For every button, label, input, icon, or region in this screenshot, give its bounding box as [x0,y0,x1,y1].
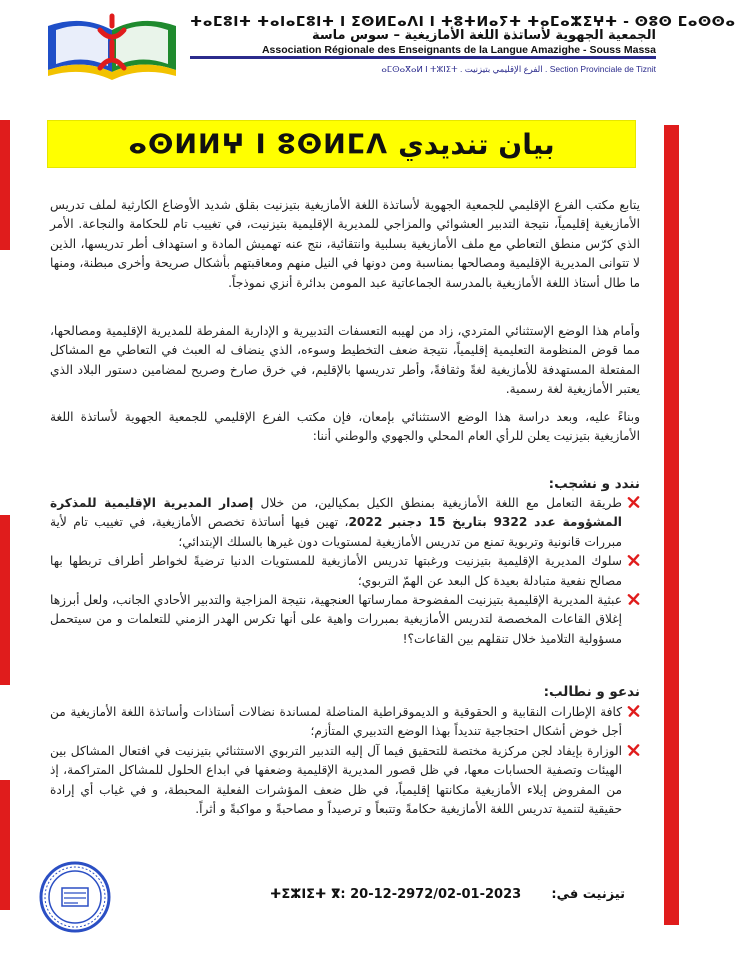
call-list [50,703,640,819]
call-heading: ندعو و نطالب: [543,684,640,700]
bullet-bold-text: إصدار المديرية الإقليمية للمذكرة المشؤومة عدد 9322 بتاريخ 15 دجنبر 2022 [50,496,622,530]
footer-city-date-label: تيزنيت في: [551,887,625,902]
header-french-line: Association Régionale des Enseignants de la Langue Amazighe - Souss Massa [261,44,656,56]
bullet-text: سلوك المديرية الإقليمية بتيزنيت ورغبتها تدريس الأمازيغية للمستويات الدنيا ترضيةً لخواطر أطراف تربطها بها مصالح نفعية متبادلة بعيدة كل البعد عن الهمّ التربوي؛ [50,554,622,588]
paragraph-2: وأمام هذا الوضع الإستثنائي المتردي، زاد من لهيبه التعسفات التدبيرية و الإدارية المفرطة للمديرية الإقليمية ومصالحها، مما قوض المنظومة التعليمية إقليمياً، نتيجة ضعف التخطيط وسوءه، الذي ينضاف له العبث في التعاطي مع المشاكل المفتعلة المستهدفة للأمازيغية لغةً وثقافةً، وأطر تدريسها بالإقليم، في خرق صارخ وصريح لمضامين دستور البلاد الذي يعتبر الأمازيغية لغة رسمية. [50,324,640,397]
header-divider [190,56,656,59]
title-arabic: بيان تنديدي [398,127,555,161]
right-red-bar [664,125,679,925]
x-mark-icon [627,592,640,606]
x-mark-icon [627,495,640,509]
association-stamp [38,860,112,934]
header-arabic-line: الجمعية الجهوية لأساتذة اللغة الأمازيغية – سوس ماسة [311,28,656,43]
association-logo [42,12,182,84]
bullet-text: طريقة التعامل مع اللغة الأمازيغية بمنطق الكيل بمكيالين، من خلال [253,496,622,510]
x-mark-icon [627,704,640,718]
condemn-bullet-2 [50,552,640,591]
left-red-bar-top [0,120,10,250]
footer-reference-number: ⵜⵉⵣⵏⵉⵜ ⴳ: 20-12-2972/02-01-2023 [270,887,522,902]
bullet-text: الوزارة بإيفاد لجن مركزية مختصة للتحقيق فيما آل إليه التدبير التربوي الاستثنائي بتيزنيت في افتعال المشاكل بين الهيئات وتصفية الحسابات معها، في ظل قصور المديرية الإقليمية وضعفها في ابداع الحلول للمشاكل المتراكمة، إذ من المفروض إيلاء الأمازيغية مكانتها إقليمياً، في ظل ضعف المؤشرات الفعلية المحبطة، و في غياب أي إرادة حقيقية لتنمية تدريس اللغة الأمازيغية حكامةً وتتبعاً و ترصيداً و مصاحبةً و مواكبةً و أثراً. [50,743,622,817]
paragraph-1: يتابع مكتب الفرع الإقليمي للجمعية الجهوية لأساتذة اللغة الأمازيغية بتيزنيت بقلق شديد الأوضاع الكارثية لملف تدريس الأمازيغية إقليمياً، نتيجة التدبير العشوائي والمزاجي للمديرية الإقليمية بتيزنيت، في تغييب تام للحكامة والنجاعة. الأمر الذي كرّس منطق التعاطي مع ملف الأمازيغية بسلبية وانتقائية، نتج عنه تهميش المادة و استهداف أطر تدريسها، الذين لا تتوانى المديرية الإقليمية ومصالحها بمناسبة ومن دونها في النيل منهم ومعاقبتهم بأشكال صريحة وأخرى مبطنة، ومنها ما طال أستاذ اللغة الأمازيغية بالمدرسة الجماعاتية عبد المومن بدائرة أنزي نموذجاً. [50,198,640,290]
x-mark-icon [627,743,640,757]
condemn-bullet-1 [50,494,640,552]
x-mark-icon [627,553,640,567]
left-red-bar-middle [0,515,10,685]
header-tifinagh-line: ⵜⴰⵎⵓⵏⵜ ⵜⴰⵏⴰⵎⵓⵏⵜ ⵏ ⵉⵙⵍⵎⴰⴷⵏ ⵏ ⵜⵓⵜⵍⴰⵢⵜ ⵜⴰⵎⴰⵣⵉⵖⵜ - ⵙⵓⵙ ⵎⴰⵙⵙⴰ [190,14,736,30]
left-red-bar-bottom [0,780,10,910]
call-bullet-1 [50,703,640,742]
condemn-list [50,494,640,649]
title-tifinagh: ⴰⵙⵍⵍⵖ ⵏ ⵓⵙⵍⵎⴷ [128,128,389,160]
paragraph-3: وبناءً عليه، وبعد دراسة هذا الوضع الاستثنائي بإمعان، فإن مكتب الفرع الإقليمي للجمعية الجهوية لأساتذة اللغة الأمازيغية بتيزنيت يعلن للرأي العام المحلي والجهوي والوطني أننا: [50,410,640,444]
condemn-bullet-3 [50,591,640,649]
bullet-text: عبثية المديرية الإقليمية بتيزنيت المفضوحة ممارساتها العنجهية، نتيجة المزاجية والتدبير الأحادي الجانب، ولعل أبرزها إغلاق القاعات المخصصة لتدريس الأمازيغية بمبررات واهية على أنها تكرس الهدر الزمني للتعلمات و من سيتحمل مسؤولية التلاميذ خلال تنقلهم بين القاعات؟! [50,593,622,646]
condemn-heading: نندد و نشجب: [548,476,640,492]
header-subline: ⴰⵎⵙⴰⴳⴰⵍ ⵏ ⵜⵣⵏⵉⵜ . الفرع الإقليمي بتيزنيت . Section Provinciale de Tiznit [381,64,656,74]
bullet-text: كافة الإطارات النقابية و الحقوقية و الديموقراطية المناضلة لمساندة نضالات أستاذات وأساتذة اللغة الأمازيغية من أجل خوض أشكال احتجاجية تنديداً بهذا الوضع التدبيري المتأزم؛ [50,705,622,739]
title-banner [47,120,636,168]
bullet-text: ، تهين فيها أساتذة تخصص الأمازيغية، في تغييب تام لأية مبررات قانونية وتربوية تمنع من تدريس الأمازيغية لمستويات دون غيرها بالسلك الإبتدائي؛ [50,515,622,549]
call-bullet-2 [50,742,640,820]
